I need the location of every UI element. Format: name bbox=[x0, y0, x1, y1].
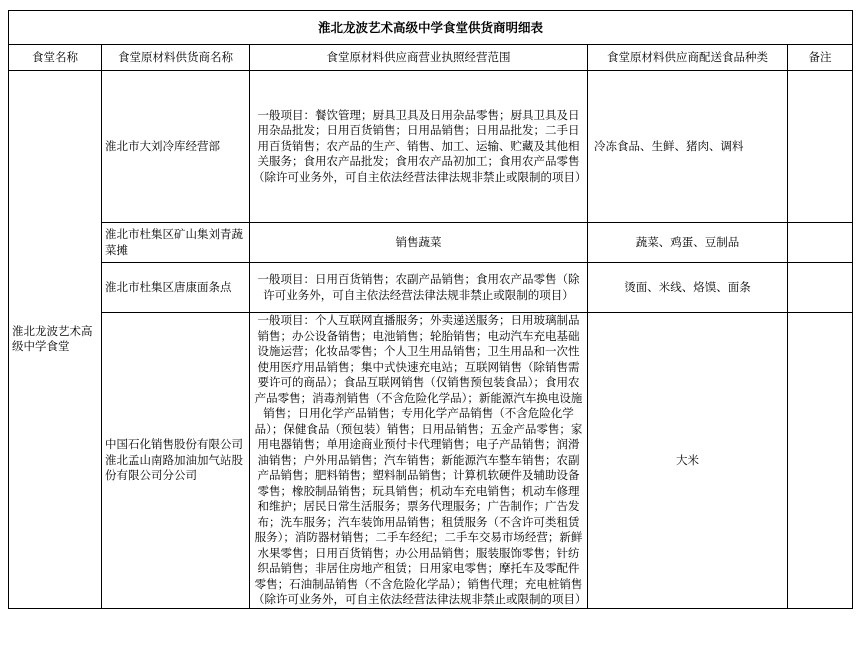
supplier-name-cell: 中国石化销售股份有限公司淮北孟山南路加油加气站股份有限公司分公司 bbox=[102, 313, 250, 609]
table-row bbox=[9, 313, 853, 609]
table-row bbox=[9, 71, 853, 223]
header-note: 备注 bbox=[788, 45, 853, 71]
business-scope-cell: 销售蔬菜 bbox=[250, 223, 588, 263]
table-title: 淮北龙波艺术高级中学食堂供货商明细表 bbox=[9, 11, 853, 45]
business-scope-cell: 一般项目：日用百货销售；农副产品销售；食用农产品零售（除许可业务外，可自主依法经营法律法规非禁止或限制的项目） bbox=[250, 263, 588, 313]
supplier-name-cell: 淮北市杜集区矿山集刘青蔬菜摊 bbox=[102, 223, 250, 263]
supplier-name-cell: 淮北市杜集区唐康面条点 bbox=[102, 263, 250, 313]
food-types-cell: 烫面、米线、烙馍、面条 bbox=[588, 263, 788, 313]
food-types-cell: 蔬菜、鸡蛋、豆制品 bbox=[588, 223, 788, 263]
table-row bbox=[9, 223, 853, 263]
food-types-cell: 大米 bbox=[588, 313, 788, 609]
header-business-scope: 食堂原材料供应商营业执照经营范围 bbox=[250, 45, 588, 71]
business-scope-cell: 一般项目：个人互联网直播服务；外卖递送服务；日用玻璃制品销售；办公设备销售；电池销售；轮胎销售；电动汽车充电基础设施运营；化妆品零售；个人卫生用品销售；卫生用品和一次性使用医疗用品销售；集中式快速充电站；互联网销售（除销售需要许可的商品）；食品互联网销售（仅销售预包装食品）；食用农产品零售；消毒剂销售（不含危险化学品）；新能源汽车换电设施销售；日用化学产品销售；专用化学产品销售（不含危险化学品）；保健食品（预包装）销售；日用品销售；五金产品零售；家用电器销售；单用途商业预付卡代理销售；电子产品销售；润滑油销售；户外用品销售；汽车销售；新能源汽车整车销售；农副产品销售；肥料销售；塑料制品销售；计算机软硬件及辅助设备零售；橡胶制品销售；玩具销售；机动车充电销售；机动车修理和维护；居民日常生活服务；票务代理服务；广告制作；广告发布；洗车服务；汽车装饰用品销售；租赁服务（不含许可类租赁服务）；消防器材销售；二手车经纪；二手车交易市场经营；新鲜水果零售；日用百货销售；办公用品销售；服装服饰零售；针纺织品销售；非居住房地产租赁；日用家电零售；摩托车及零配件零售；石油制品销售（不含危险化学品）；销售代理；充电桩销售（除许可业务外，可自主依法经营法律法规非禁止或限制的项目） bbox=[250, 313, 588, 609]
supplier-name-cell: 淮北市大刘冷库经营部 bbox=[102, 71, 250, 223]
header-supplier-name: 食堂原材料供货商名称 bbox=[102, 45, 250, 71]
business-scope-cell: 一般项目：餐饮管理；厨具卫具及日用杂品零售；厨具卫具及日用杂品批发；日用百货销售；日用品销售；日用品批发；二手日用百货销售；农产品的生产、销售、加工、运输、贮藏及其他相关服务；食用农产品批发；食用农产品初加工；食用农产品零售（除许可业务外，可自主依法经营法律法规非禁止或限制的项目） bbox=[250, 71, 588, 223]
header-canteen-name: 食堂名称 bbox=[9, 45, 102, 71]
note-cell bbox=[788, 313, 853, 609]
food-types-cell: 冷冻食品、生鲜、猪肉、调料 bbox=[588, 71, 788, 223]
table-row bbox=[9, 263, 853, 313]
canteen-name-cell: 淮北龙波艺术高级中学食堂 bbox=[9, 71, 102, 609]
header-food-types: 食堂原材料供应商配送食品种类 bbox=[588, 45, 788, 71]
note-cell bbox=[788, 71, 853, 223]
header-row bbox=[9, 45, 853, 71]
note-cell bbox=[788, 223, 853, 263]
supplier-table bbox=[8, 10, 853, 609]
note-cell bbox=[788, 263, 853, 313]
